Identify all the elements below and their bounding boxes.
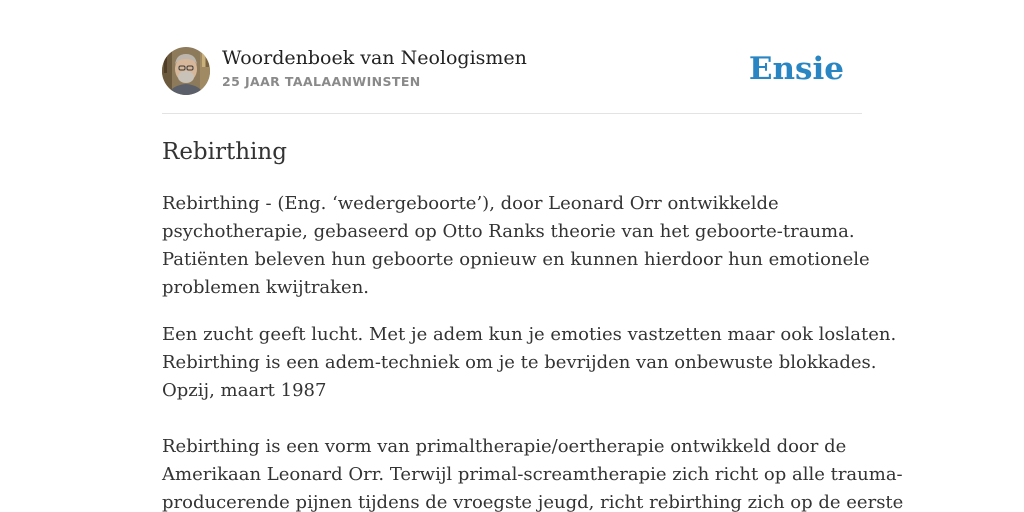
body-line: problemen kwijtraken. bbox=[162, 277, 370, 298]
body-line: Rebirthing is een vorm van primaltherapie/oertherapie ontwikkeld door de bbox=[162, 436, 847, 457]
body-line: psychotherapie, gebaseerd op Otto Ranks theorie van het geboorte-trauma. bbox=[162, 221, 855, 242]
body-line: producerende pijnen tijdens de vroegste jeugd, richt rebirthing zich op de eerste bbox=[162, 492, 904, 512]
source-header bbox=[162, 46, 862, 96]
header-divider bbox=[162, 113, 862, 114]
source-title[interactable]: Woordenboek van Neologismen bbox=[222, 47, 527, 69]
body-line: Opzij, maart 1987 bbox=[162, 380, 327, 401]
ensie-logo[interactable]: Ensie bbox=[748, 51, 844, 87]
entry-body bbox=[162, 190, 904, 512]
source-subtitle: 25 JAAR TAALAANWINSTEN bbox=[222, 74, 421, 89]
entry-title: Rebirthing bbox=[162, 139, 287, 165]
body-line: Patiënten beleven hun geboorte opnieuw en kunnen hierdoor hun emotionele bbox=[162, 249, 870, 270]
body-line: Rebirthing - (Eng. ‘wedergeboorte’), door Leonard Orr ontwikkelde bbox=[162, 193, 779, 214]
body-line: Een zucht geeft lucht. Met je adem kun je emoties vastzetten maar ook loslaten. bbox=[162, 324, 897, 345]
author-avatar[interactable] bbox=[162, 47, 210, 95]
body-line: Rebirthing is een adem-techniek om je te bevrijden van onbewuste blokkades. bbox=[162, 352, 877, 373]
body-line: Amerikaan Leonard Orr. Terwijl primal-screamtherapie zich richt op alle trauma- bbox=[162, 464, 903, 485]
